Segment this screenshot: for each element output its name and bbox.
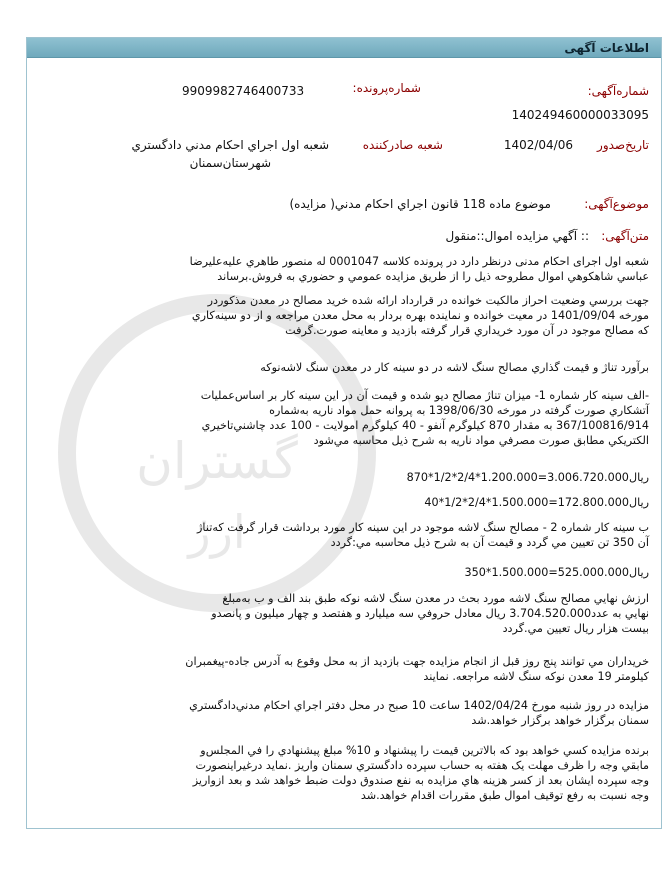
issue-date-value: 1402/04/06: [503, 138, 573, 152]
paragraph-4-line: -الف سينه كار شماره 1- ميزان تناژ مصالح ديو شده و قيمت آن در اين سينه كار بر اساس‌عمليات: [200, 389, 649, 402]
paragraph-1-line: عباسي شاهكوهي اموال مطروحه ذيل را از طريق مزايده عمومي و حضوري به فروش.برساند: [217, 270, 649, 283]
formula-2-text: 40*1/2*2/4*1.500.000=172.800.000ريال: [424, 496, 649, 509]
paragraph-6-line: نهايي به عدد3.704.520.000 ريال معادل حروفي سه ميليارد و هفتصد و چهار ميليون و پانصدو: [211, 607, 649, 620]
paragraph-8: [41, 698, 649, 728]
paragraph-4-line: 367/100816/914 به مقدار 870 كيلوگرم آنفو - 40 كيلوگرم امولايت - 100 عدد چاشني‌تاخيري: [201, 419, 649, 432]
paragraph-5-line: ب سينه كار شماره 2 - مصالح سنگ لاشه موجود در اين سينه كار مورد برداشت قرار گرفت كه‌تناژ: [197, 521, 649, 534]
paragraph-2-line: جهت بررسي وضعيت احراز مالكيت خوانده در قرارداد ارائه شده خريد مصالح در معدن مذكوردر: [207, 294, 649, 307]
issuer-line-1: شعبه اول اجراي احكام مدني دادگستري: [131, 138, 329, 152]
formula-2: [41, 495, 649, 510]
paragraph-6-line: ارزش نهايي مصالح سنگ لاشه مورد بحث در معدن سنگ لاشه نوكه طبق بند الف و ب به‌مبلغ: [222, 592, 649, 605]
formula-1-text: 870*1/2*2/4*1.200.000=3.006.720.000ريال: [406, 471, 649, 484]
paragraph-6: [41, 591, 649, 636]
paragraph-4-line: آتشكاري صورت گرفته در مورخه 1398/06/30 به پروانه حمل مواد ناريه به‌شماره: [269, 404, 649, 417]
subject-value: موضوع ماده 118 قانون اجراي احكام مدني( مزايده): [289, 197, 551, 211]
watermark-text-2: ارژ: [188, 505, 246, 559]
paragraph-9: [41, 743, 649, 803]
paragraph-8-line: مزايده در روز شنبه مورخ 1402/04/24 ساعت 10 صبح در محل دفتر اجراي احكام مدني‌دادگستري: [189, 699, 649, 712]
paragraph-5: [41, 520, 649, 550]
paragraph-7-line: كيلومتر 19 معدن نوكه سنگ لاشه مراجعه. نمايند: [423, 670, 649, 683]
paragraph-9-line: وجه سپرده ايشان بعد از كسر هزينه هاي مزايده به نفع صندوق دولت ضبط خواهد شد و بعد ازواريز: [192, 774, 649, 787]
formula-3-text: 350*1.500.000=525.000.000ريال: [464, 566, 649, 579]
panel-title: اطلاعات آگهی: [27, 38, 661, 58]
formula-1: [41, 470, 649, 485]
paragraph-5-line: آن 350 تن تعيين مي گردد و قيمت آن به شرح ذيل محاسبه مي:گردد: [330, 536, 649, 549]
paragraph-9-line: وجه نسبت به رفع توقيف اموال طبق مقررات اقدام خواهد.شد: [360, 789, 649, 802]
issue-date-label: تاریخ‌صدور: [597, 138, 649, 152]
paragraph-1: [41, 254, 649, 284]
paragraph-4-line: الكتريكي مطابق صورت مصرفي مواد ناريه به شرح ذيل محاسبه مي‌شود: [313, 434, 649, 447]
body-title: :: آگهي مزايده اموال::منقول: [445, 229, 589, 243]
ad-number-label: شماره‌آگهی:: [587, 84, 649, 98]
paragraph-7-line: خريداران مي توانند پنج روز قبل از انجام مزايده جهت بازديد از به محل وقوع به آدرس جاده-پيغمبران: [185, 655, 649, 668]
ad-number-value: 140249460000033095: [511, 108, 649, 122]
paragraph-9-line: برنده مزايده كسي خواهد بود كه بالاترين قيمت را پيشنهاد و 10% مبلغ پيشنهادي را في المجلس‌و: [200, 744, 649, 757]
paragraph-1-line: شعبه اول اجرای احکام مدنی درنظر دارد در پرونده کلاسه 0001047 له منصور طاهري عليه‌عليرضا: [189, 255, 649, 268]
watermark-text-1: گستران: [136, 432, 298, 490]
ad-info-panel: [26, 37, 662, 829]
subject-label: موضوع‌آگهی:: [584, 197, 649, 211]
paragraph-7: [41, 654, 649, 684]
case-number-label: شماره‌پرونده:: [352, 81, 421, 95]
paragraph-3: [41, 360, 649, 375]
paragraph-8-line: سمنان برگزار خواهد برگزار خواهد.شد: [471, 714, 649, 727]
issuer-line-2: شهرستان‌سمنان: [189, 156, 271, 170]
case-number-value: 9909982746400733: [182, 84, 305, 98]
paragraph-9-line: مابقي وجه را ظرف مهلت يک هفته به حساب سپرده دادگستري سمنان واريز .نمايد درغيراينصورت: [195, 759, 649, 772]
paragraph-2-line: مورخه 1401/09/04 در معيت خوانده و نماينده بهره بردار به محل معدن مراجعه و از دو سينه‌كاري: [191, 309, 649, 322]
issuer-label: شعبه صادر‌کننده: [362, 138, 443, 152]
formula-3: [41, 565, 649, 580]
body-label: متن‌آگهی:: [601, 229, 649, 243]
paragraph-2-line: كه مصالح موجود در آن مورد خريداري قرار گرفته بازديد و معاينه صورت.گرفت: [285, 324, 649, 337]
paragraph-2: [41, 293, 649, 338]
paragraph-4: [41, 388, 649, 448]
paragraph-6-line: بيست هزار ريال تعيين مي.گردد: [502, 622, 649, 635]
paragraph-3-line: برآورد تناژ و قيمت گذاري مصالح سنگ لاشه در دو سينه كار در معدن سنگ لاشه‌نوكه: [260, 361, 649, 374]
